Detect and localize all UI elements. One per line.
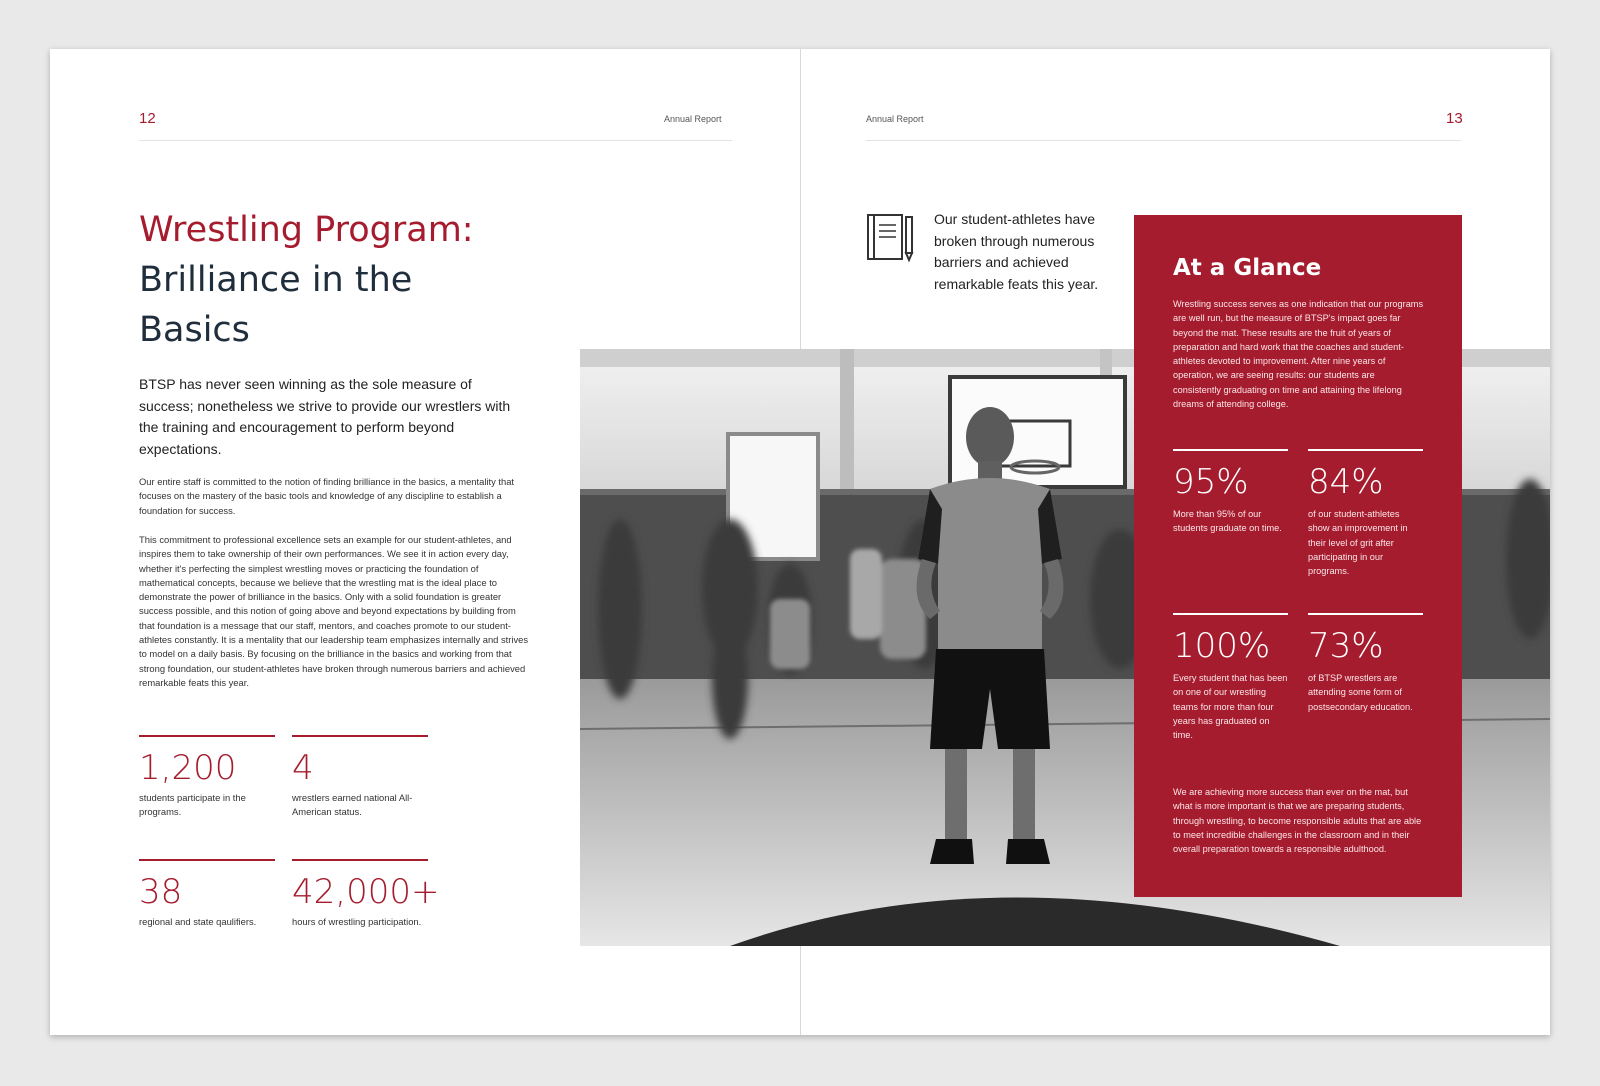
stat-value: 100%	[1173, 626, 1271, 666]
stat-description: hours of wrestling participation.	[292, 916, 422, 927]
body-paragraph-1: Our entire staff is committed to the notion of finding brilliance in the basics, a mentality that focuses on the mastery of the basic tools and knowledge of any discipline to establish a foundation for success.	[139, 476, 515, 516]
stat-description: students participate in the programs.	[139, 792, 246, 818]
lead-paragraph: BTSP has never seen winning as the sole measure of success; nonetheless we strive to provide our wrestlers with the training and encouragement to perform beyond expectations.	[139, 376, 511, 457]
stat-description: More than 95% of our students graduate on time.	[1173, 509, 1282, 534]
title-line-3: Basics	[139, 310, 250, 350]
glance-stat-four-years	[1173, 613, 1288, 742]
glance-title: At a Glance	[1173, 255, 1322, 281]
body-paragraph-2: This commitment to professional excellence sets an example for our student-athletes, and inspires them to take ownership of their own performances. We see it in action every day, whether it's perfecting the simplest wrestling moves or practicing the foundation of mathematical concepts, because we believe that the wrestling mat is the ideal place to demonstrate the power of brilliance in the basics. Only with a solid foundation is greater success possible, and this notion of going above and beyond expectations by building from that foundation is a message that our staff, mentors, and coaches promote to our student-athletes constantly. It is a mentality that our leadership team emphasizes internally and strives to model on a daily basis. By focusing on the brilliance in the basics and working from that strong foundation, our student-athletes have broken through numerous barriers and achieved remarkable feats this year.	[139, 534, 529, 688]
stat-all-americans	[292, 735, 428, 820]
stat-description: wrestlers earned national All-American status.	[292, 792, 413, 818]
stat-value: 42,000+	[292, 872, 440, 912]
notebook-pencil-icon	[866, 213, 916, 263]
at-a-glance-panel	[1134, 215, 1462, 897]
stat-description: of our student-athletes show an improvement in their level of grit after participating in our programs.	[1308, 509, 1408, 577]
stat-qualifiers	[139, 859, 275, 929]
header-rule-left	[139, 140, 732, 141]
glance-closing: We are achieving more success than ever on the mat, but what is more important is that we are preparing students, through wrestling, to become responsible adults that are able to meet incredible challenges in the classroom and in their overall preparation towards a responsible adulthood.	[1173, 787, 1422, 855]
glance-intro: Wrestling success serves as one indication that our programs are well run, but the measure of BTSP's impact goes far beyond the mat. These results are the fruit of years of preparation and hard work that the coaches and student-athletes devoted to improvement. After nine years of operation, we are seeing results: our students are consistently graduating on time and attaining the lifelong dreams of attending college.	[1173, 299, 1424, 410]
title-line-1: Wrestling Program:	[139, 210, 474, 250]
stat-value: 1,200	[139, 748, 237, 788]
stat-description: Every student that has been on one of our wrestling teams for more than four years has graduated on time.	[1173, 673, 1288, 741]
title-line-2: Brilliance in the	[139, 260, 413, 300]
running-head-left: Annual Report	[664, 114, 722, 124]
stat-hours	[292, 859, 440, 929]
stat-description: regional and state qaulifiers.	[139, 916, 257, 927]
page-number-right: 13	[1446, 110, 1463, 127]
stat-value: 73%	[1308, 626, 1384, 666]
stat-value: 84%	[1308, 462, 1384, 502]
stat-value: 95%	[1173, 462, 1249, 502]
glance-stat-graduation	[1173, 449, 1288, 536]
stat-description: of BTSP wrestlers are attending some form of postsecondary education.	[1308, 673, 1413, 712]
glance-stat-grit	[1308, 449, 1423, 578]
pull-quote: Our student-athletes have broken through numerous barriers and achieved remarkable feats this year.	[934, 211, 1099, 292]
header-rule-right	[866, 140, 1461, 141]
page-number-left: 12	[139, 110, 156, 127]
page-title	[139, 205, 559, 355]
running-head-right: Annual Report	[866, 114, 924, 124]
stat-students	[139, 735, 275, 820]
stat-value: 38	[139, 872, 183, 912]
stat-value: 4	[292, 748, 314, 788]
glance-stat-postsecondary	[1308, 613, 1423, 714]
